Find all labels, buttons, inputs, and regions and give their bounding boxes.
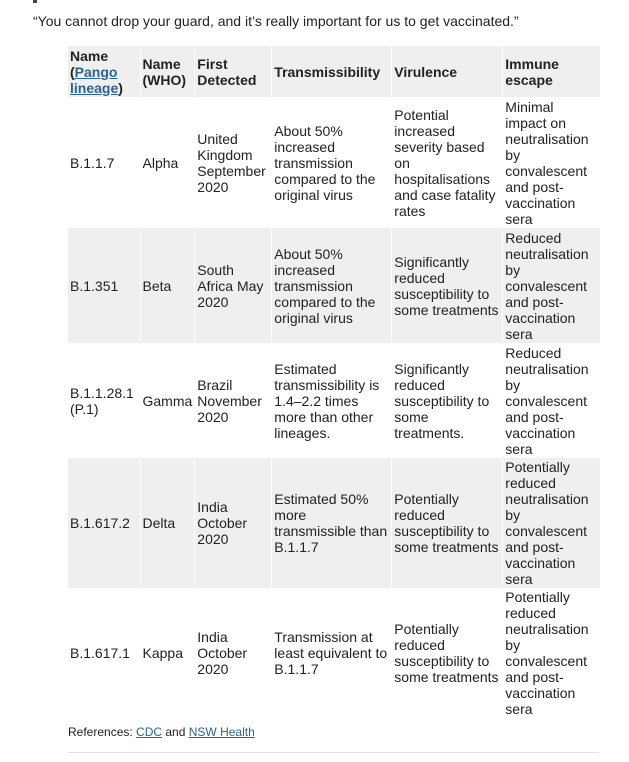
table-row (68, 228, 600, 343)
cell-pango: B.1.617.1 (70, 645, 130, 661)
pango-lineage-link[interactable]: Pango lineage (70, 63, 119, 96)
cell-virulence: Potential increased severity based on hospitalisations and case fatality rates (392, 97, 503, 228)
table-row (68, 588, 600, 718)
cell-who: Delta (140, 458, 195, 588)
header-immune-escape: Immune escape (503, 46, 600, 97)
cell-who: Alpha (140, 97, 195, 228)
cdc-link[interactable]: CDC (136, 725, 163, 739)
divider (68, 752, 599, 753)
table-row (68, 458, 600, 588)
cell-immune-escape: Potentially reduced neutralisation by convalescent and post-vaccination sera (503, 588, 600, 718)
references-line (68, 725, 255, 739)
cell-first-detected: South Africa May 2020 (195, 228, 272, 343)
cell-pango: B.1.1.28.1 (P.1) (70, 384, 134, 417)
header-pango-prefix: Name ( (70, 47, 109, 80)
previous-paragraph-fragment (33, 0, 37, 3)
cell-transmissibility: Transmission at least equivalent to B.1.1.7 (272, 588, 392, 718)
cell-immune-escape: Minimal impact on neutralisation by convalescent and post-vaccination sera (503, 97, 600, 228)
table-row (68, 97, 600, 228)
cell-pango: B.1.617.2 (68, 458, 140, 588)
cell-transmissibility: About 50% increased transmission compared to the original virus (272, 97, 392, 228)
cell-virulence: Significantly reduced susceptibility to some treatments (392, 228, 503, 343)
cell-virulence: Significantly reduced susceptibility to some treatments. (392, 343, 503, 458)
cell-immune-escape: Reduced neutralisation by convalescent and post-vaccination sera (503, 228, 600, 343)
cell-first-detected: Brazil November 2020 (195, 343, 272, 458)
header-who: Name (WHO) (140, 46, 195, 97)
cell-first-detected: United Kingdom September 2020 (195, 97, 272, 228)
header-virulence: Virulence (392, 46, 503, 97)
cell-immune-escape: Potentially reduced neutralisation by convalescent and post-vaccination sera (503, 458, 600, 588)
references-label: References: (68, 725, 137, 739)
cell-immune-escape: Reduced neutralisation by convalescent and post-vaccination sera (503, 343, 600, 458)
references-joiner: and (162, 725, 189, 739)
table-header-row (68, 46, 600, 97)
header-first-detected: First Detected (195, 46, 272, 97)
table-row (68, 343, 600, 458)
cell-transmissibility: About 50% increased transmission compared to the original virus (272, 228, 392, 343)
cell-who: Kappa (140, 588, 195, 718)
cell-first-detected: India October 2020 (195, 458, 272, 588)
cell-pango: B.1.1.7 (70, 154, 115, 171)
cell-transmissibility: Estimated 50% more transmissible than B.1.1.7 (272, 458, 392, 588)
nsw-health-link[interactable]: NSW Health (188, 725, 255, 739)
cell-first-detected: India October 2020 (195, 588, 272, 718)
cell-who: Gamma (140, 343, 195, 458)
variants-table (68, 46, 600, 718)
quote-text: “You cannot drop your guard, and it’s really important for us to get vaccinated.” (33, 13, 519, 29)
cell-virulence: Potentially reduced susceptibility to some treatments (392, 458, 503, 588)
cell-who: Beta (140, 228, 195, 343)
header-pango-suffix: ) (118, 79, 123, 96)
header-transmissibility: Transmissibility (272, 46, 392, 97)
cell-transmissibility: Estimated transmissibility is 1.4–2.2 times more than other lineages. (272, 343, 392, 458)
cell-virulence: Potentially reduced susceptibility to some treatments (392, 588, 503, 718)
header-pango (68, 46, 140, 97)
cell-pango: B.1.351 (68, 228, 140, 343)
